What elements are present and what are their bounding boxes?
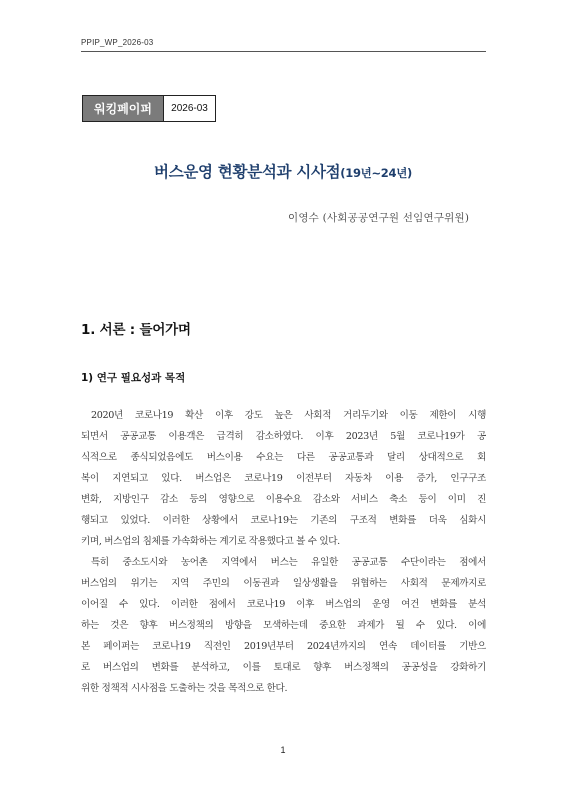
body-line: 키며, 버스업의 침체를 가속화하는 계기로 작용했다고 볼 수 있다. bbox=[81, 536, 340, 547]
body-line: 하는 것은 향후 버스정책의 방향을 모색하는데 중요한 과제가 될 수 있다. 이에 bbox=[81, 620, 486, 631]
paper-title-main: 버스운영 현황분석과 시사점 bbox=[154, 163, 341, 181]
working-paper-badge bbox=[82, 95, 216, 122]
body-text bbox=[81, 405, 486, 699]
body-line: 본 페이퍼는 코로나19 직전인 2019년부터 2024년까지의 연속 데이터를 기반으 bbox=[81, 641, 486, 652]
body-line: 되면서 공공교통 이용객은 급격히 감소하였다. 이후 2023년 5월 코로나19가 공 bbox=[81, 431, 486, 442]
paper-title bbox=[0, 160, 566, 182]
badge-label: 워킹페이퍼 bbox=[83, 96, 164, 121]
body-line: 위한 정책적 시사점을 도출하는 것을 목적으로 한다. bbox=[81, 683, 288, 694]
author-line: 이영수 (사회공공연구원 선임연구위원) bbox=[288, 212, 470, 224]
body-line: 행되고 있었다. 이러한 상황에서 코로나19는 기존의 구조적 변화를 더욱 심화시 bbox=[81, 515, 486, 526]
body-line: 특히 중소도시와 농어촌 지역에서 버스는 유일한 공공교통 수단이라는 점에서 bbox=[91, 557, 486, 568]
body-line: 버스업의 위기는 지역 주민의 이동권과 일상생활을 위협하는 사회적 문제까지로 bbox=[81, 578, 486, 589]
body-line: 로 버스업의 변화를 분석하고, 이를 토대로 향후 버스정책의 공공성을 강화하기 bbox=[81, 662, 486, 673]
page-number: 1 bbox=[280, 745, 286, 755]
body-line: 이어질 수 있다. 이러한 점에서 코로나19 이후 버스업의 운영 여건 변화를 분석 bbox=[81, 599, 486, 610]
body-line: 2020년 코로나19 확산 이후 강도 높은 사회적 거리두기와 이동 제한이 시행 bbox=[91, 410, 486, 421]
body-line: 변화, 지방인구 감소 등의 영향으로 이용수요 감소와 서비스 축소 등이 이미 진 bbox=[81, 494, 486, 505]
body-line: 식적으로 종식되었음에도 버스이용 수요는 다른 공공교통과 달리 상대적으로 회 bbox=[81, 452, 486, 463]
body-line: 복이 지연되고 있다. 버스업은 코로나19 이전부터 자동차 이용 증가, 인구구조 bbox=[81, 473, 486, 484]
subsection-heading-purpose: 1) 연구 필요성과 목적 bbox=[81, 372, 186, 384]
paper-title-period: (19년~24년) bbox=[340, 166, 412, 180]
badge-number: 2026-03 bbox=[164, 96, 215, 121]
document-code: PPIP_WP_2026-03 bbox=[81, 38, 154, 47]
header-divider bbox=[81, 51, 486, 52]
section-heading-introduction: 1. 서론 : 들어가며 bbox=[81, 322, 191, 338]
